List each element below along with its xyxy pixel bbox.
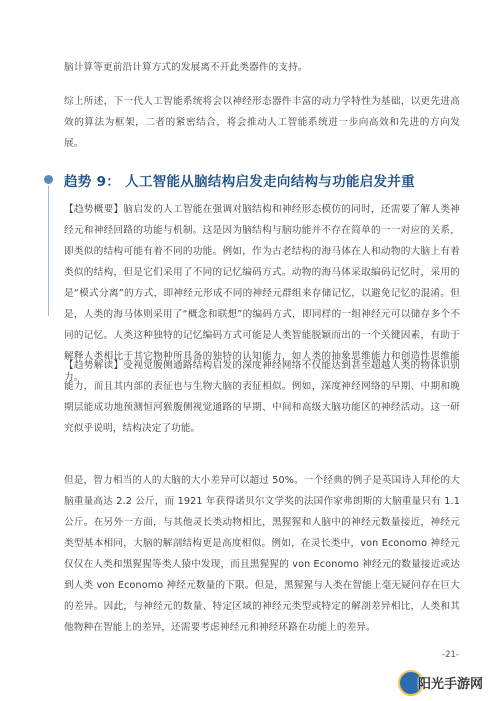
section-heading-row xyxy=(40,168,470,192)
trend-analysis-paragraph: 【趋势解读】受视觉腹侧通路结构启发的深度神经网络不仅能达到甚至超越人类的物体识别能力，而且其内部的表征也与生物大脑的表征相似。例如，深度神经网络的早期、中期和晚期层能成功地预测恒河猴腹侧视觉通路的早期、中间和高级大脑功能区的神经活动。这一研究似乎说明，结构决定了功能。 xyxy=(64,360,460,434)
bullet-dot-icon xyxy=(44,175,53,184)
body-paragraph: 但是，智力相当的人的大脑的大小差异可以超过 50%。一个经典的例子是英国诗人拜伦的大脑重量高达 2.2 公斤，而 1921 年获得诺贝尔文学奖的法国作家弗朗斯的大脑重量只有 1.1 公斤。在另外一方面，与其他灵长类动物相比，黑猩猩和人脑中的神经元数量接近，神经元类型基本相同，大脑的解剖结构更是高度相似。例如，在灵长类中，von Economo 神经元仅仅在人类和黑猩猩等类人猿中发现，而且黑猩猩的 von Economo 神经元的数量接近或达到人类 von Economo 神经元数量的下限。但是，黑猩猩与人类在智能上毫无疑问存在巨大的差异。因此，与神经元的数量、特定区域的神经元类型或特定的解剖差异相比，人类和其他物种在智能上的差异，还需要考虑神经元和神经环路在功能上的差异。 xyxy=(64,475,460,633)
site-watermark xyxy=(398,670,494,696)
page-number: -21- xyxy=(442,650,459,660)
intro-paragraph-1: 脑计算等更前沿计算方式的发展离不开此类器件的支持。 xyxy=(64,62,308,73)
intro-paragraph-2: 综上所述，下一代人工智能系统将会以神经形态器件丰富的动力学特性为基础，以更先进高效的算法为框架，二者的紧密结合，将会推动人工智能系统进一步向高效和先进的方向发展。 xyxy=(64,96,460,149)
trend-overview-paragraph: 【趋势概要】脑启发的人工智能在强调对脑结构和神经形态模仿的同时，还需要了解人类神经元和神经回路的功能与机制。这是因为脑结构与脑功能并不存在简单的一一对应的关系，即类似的结构可能有着不同的功能。例如，作为古老结构的海马体在人和动物的大脑上有着类似的结构，但是它们采用了不同的记忆编码方式。动物的海马体采取编码记忆时，采用的是“模式分离”的方式，即神经元形成不同的神经元群组来存储记忆，以避免记忆的混淆。但是，人类的海马体则采用了“概念和联想”的编码方式，即同样的一组神经元可以储存多个不同的记忆。人类这种独特的记忆编码方式可能是人类智能脱颖而出的一个关键因素，有助于解释人类相比于其它物种所具备的独特的认知能力，如人类的抽象思维能力和创造性思维能力。 xyxy=(64,204,460,383)
timeline-line xyxy=(48,186,49,316)
section-heading: 趋势 9： 人工智能从脑结构启发走向结构与功能启发并重 xyxy=(64,174,415,190)
watermark-text: 阳光手游网 xyxy=(418,677,484,692)
